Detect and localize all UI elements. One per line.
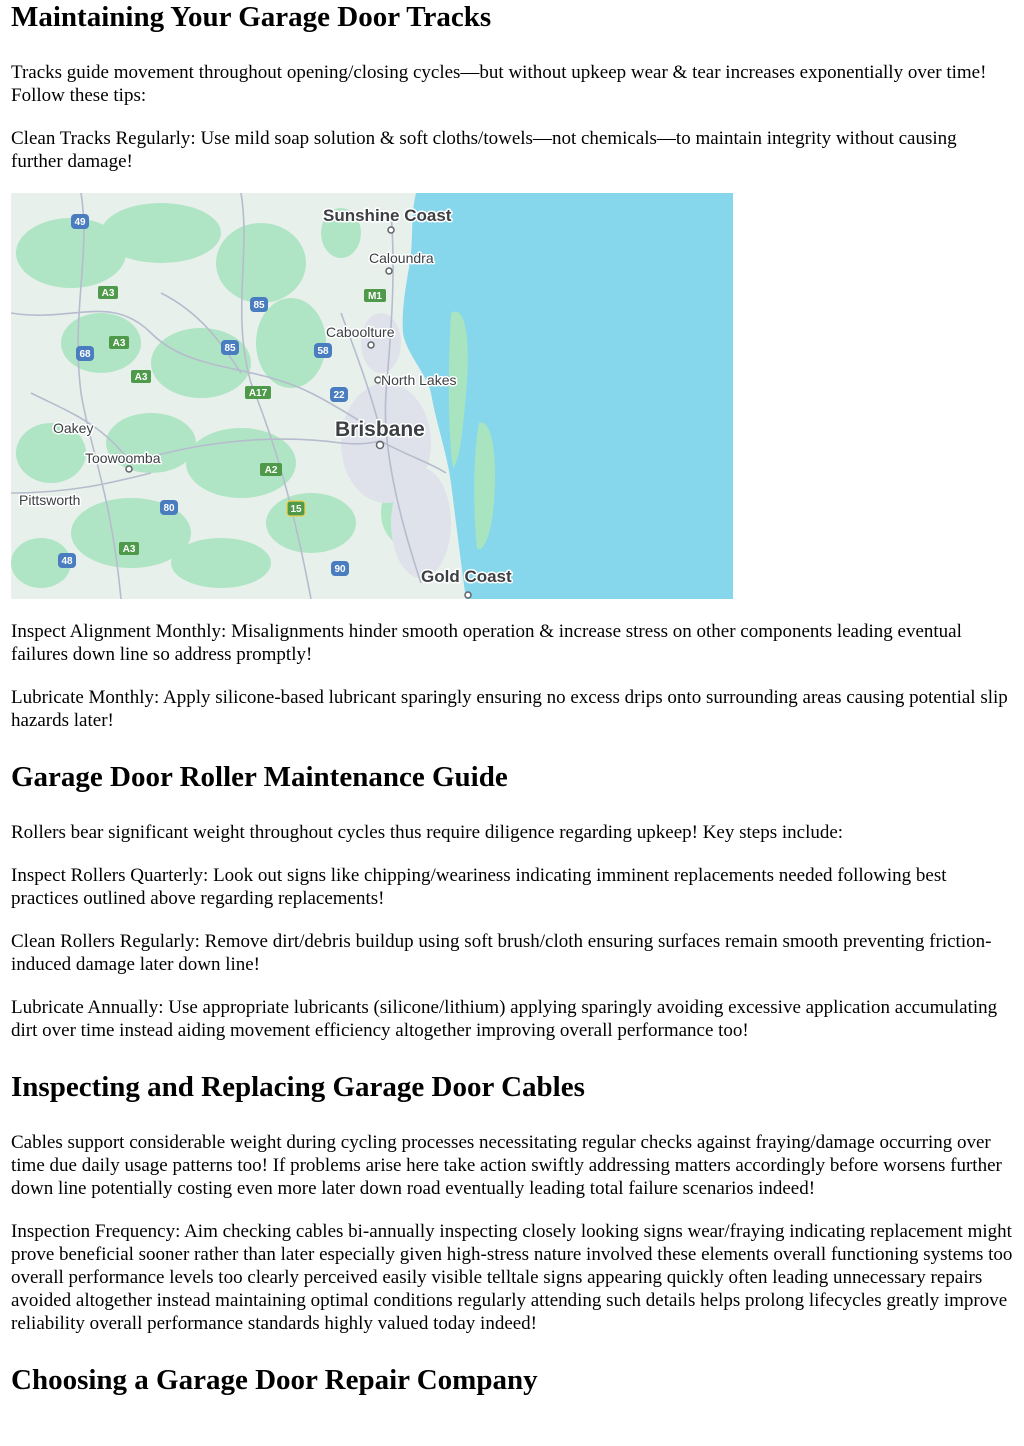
shield-a3-4 bbox=[119, 542, 139, 555]
label-north-lakes: North Lakes bbox=[381, 372, 457, 388]
shield-68 bbox=[76, 346, 94, 361]
svg-text:80: 80 bbox=[163, 503, 175, 514]
shield-58 bbox=[314, 343, 332, 358]
shield-49 bbox=[71, 214, 89, 229]
label-toowoomba: Toowoomba bbox=[85, 450, 161, 466]
svg-text:15: 15 bbox=[290, 504, 302, 515]
svg-text:48: 48 bbox=[61, 556, 73, 567]
paragraph-cables-intro: Cables support considerable weight during cycling processes necessitating regular checks against fraying/damage occurring over time due daily usage patterns too! If problems arise here take action swiftly addressing matters accordingly before worsens further down line potentially costing even more later down road eventually leading total failure scenarios indeed! bbox=[11, 1132, 1002, 1199]
label-sunshine-coast: Sunshine Coast bbox=[323, 206, 452, 225]
svg-text:A2: A2 bbox=[264, 465, 278, 476]
svg-text:85: 85 bbox=[224, 343, 236, 354]
shield-48 bbox=[58, 553, 76, 568]
section-heading-rollers: Garage Door Roller Maintenance Guide bbox=[11, 761, 508, 793]
svg-text:A3: A3 bbox=[134, 372, 148, 383]
label-caloundra: Caloundra bbox=[369, 250, 434, 266]
label-brisbane: Brisbane bbox=[335, 418, 425, 441]
section-heading-cables: Inspecting and Replacing Garage Door Cables bbox=[11, 1071, 585, 1103]
svg-text:90: 90 bbox=[334, 564, 346, 575]
svg-text:68: 68 bbox=[79, 349, 91, 360]
map-svg bbox=[11, 193, 733, 599]
paragraph-tracks-intro: Tracks guide movement throughout opening/closing cycles—but without upkeep wear & tear increases exponentially over time! Follow these tips: bbox=[11, 62, 987, 106]
shield-a17 bbox=[245, 386, 271, 399]
label-gold-coast: Gold Coast bbox=[421, 567, 512, 586]
shield-a3-1 bbox=[98, 286, 118, 299]
shield-90 bbox=[331, 561, 349, 576]
paragraph-inspect-alignment: Inspect Alignment Monthly: Misalignments hinder smooth operation & increase stress on other components leading eventual failures down line so address promptly! bbox=[11, 621, 962, 665]
svg-text:A3: A3 bbox=[101, 288, 115, 299]
svg-text:85: 85 bbox=[253, 300, 265, 311]
paragraph-clean-rollers: Clean Rollers Regularly: Remove dirt/debris buildup using soft brush/cloth ensuring surfaces remain smooth preventing friction-induced damage later down line! bbox=[11, 931, 992, 975]
shield-80 bbox=[160, 500, 178, 515]
map-image bbox=[11, 193, 733, 599]
label-oakey: Oakey bbox=[53, 420, 94, 436]
shield-a3-3 bbox=[131, 370, 151, 383]
shield-22 bbox=[330, 387, 348, 402]
svg-text:58: 58 bbox=[317, 346, 329, 357]
paragraph-lubricate-annually: Lubricate Annually: Use appropriate lubricants (silicone/lithium) applying sparingly avoiding excessive application accumulating dirt over time instead aiding movement efficiency altogether improving overall performance too! bbox=[11, 997, 998, 1041]
paragraph-rollers-intro: Rollers bear significant weight throughout cycles thus require diligence regarding upkeep! Key steps include: bbox=[11, 822, 844, 843]
svg-text:A3: A3 bbox=[112, 338, 126, 349]
shield-a3-2 bbox=[109, 336, 129, 349]
svg-text:22: 22 bbox=[333, 390, 345, 401]
paragraph-lubricate-monthly: Lubricate Monthly: Apply silicone-based lubricant sparingly ensuring no excess drips onto surrounding areas causing potential slip hazards later! bbox=[11, 687, 1008, 731]
svg-text:A3: A3 bbox=[122, 544, 136, 555]
paragraph-inspect-rollers: Inspect Rollers Quarterly: Look out signs like chipping/weariness indicating imminent replacements needed following best practices outlined above regarding replacements! bbox=[11, 865, 947, 909]
svg-text:M1: M1 bbox=[368, 291, 382, 302]
paragraph-inspection-frequency: Inspection Frequency: Aim checking cables bi-annually inspecting closely looking signs wear/fraying indicating replacement might prove beneficial sooner rather than later especially given high-stress nature involved these elements overall functioning systems too overall performance levels too clearly perceived easily visible telltale signs appearing quickly often leading unnecessary repairs avoided altogether instead maintaining optimal conditions regularly attending such details helps prolong lifecycles greatly improve reliability overall performance standards highly valued today indeed! bbox=[11, 1221, 1013, 1334]
shield-a2 bbox=[260, 463, 282, 476]
section-heading-repair-company: Choosing a Garage Door Repair Company bbox=[11, 1364, 538, 1396]
paragraph-clean-tracks: Clean Tracks Regularly: Use mild soap solution & soft cloths/towels—not chemicals—to maintain integrity without causing further damage! bbox=[11, 128, 957, 172]
shield-85-north bbox=[250, 297, 268, 312]
svg-text:A17: A17 bbox=[248, 388, 268, 399]
shield-15 bbox=[287, 501, 305, 516]
section-heading-tracks: Maintaining Your Garage Door Tracks bbox=[11, 1, 492, 33]
label-pittsworth: Pittsworth bbox=[19, 492, 81, 508]
label-caboolture: Caboolture bbox=[326, 324, 395, 340]
shield-85-south bbox=[221, 340, 239, 355]
shield-m1 bbox=[364, 289, 386, 302]
svg-text:49: 49 bbox=[74, 217, 86, 228]
